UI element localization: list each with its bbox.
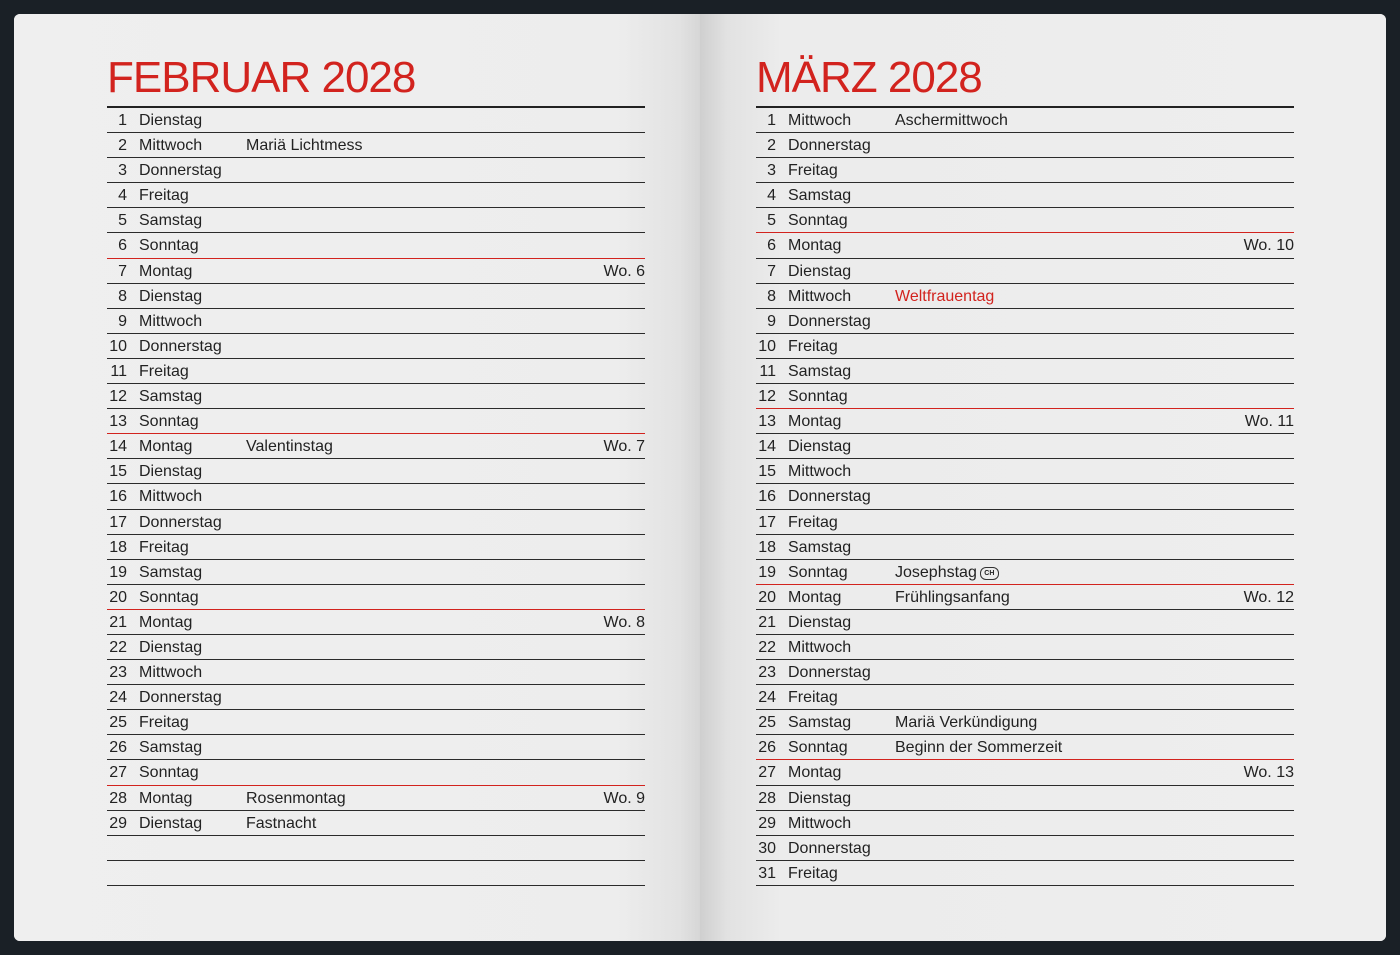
day-number: 29: [758, 814, 776, 832]
day-row: [756, 685, 1294, 710]
weekday-name: Sonntag: [788, 563, 848, 581]
weekday-name: Montag: [788, 588, 842, 606]
weekday-name: Sonntag: [139, 588, 199, 606]
day-row: [756, 384, 1294, 409]
weekday-name: Dienstag: [139, 638, 203, 656]
day-number: 10: [758, 337, 776, 355]
weekday-name: Donnerstag: [788, 137, 871, 155]
weekday-name: Samstag: [139, 563, 203, 581]
holiday-text: Rosenmontag: [246, 789, 346, 807]
day-table: [756, 106, 1294, 886]
day-row: [756, 259, 1294, 284]
holiday-label: [895, 560, 999, 586]
day-row: [107, 484, 645, 509]
day-number: 21: [109, 613, 127, 631]
day-row: [756, 560, 1294, 585]
day-row: [107, 685, 645, 710]
day-row: [107, 384, 645, 409]
day-row: [107, 760, 645, 785]
day-row: [756, 610, 1294, 635]
day-row: [107, 710, 645, 735]
day-row: [107, 183, 645, 208]
holiday-text: Valentinstag: [246, 438, 333, 456]
day-number: 12: [758, 388, 776, 406]
day-number: 22: [758, 638, 776, 656]
day-number: 27: [109, 764, 127, 782]
day-number: 6: [118, 237, 127, 255]
day-table: [107, 106, 645, 886]
holiday-label: [895, 710, 1037, 736]
day-number: 28: [758, 789, 776, 807]
weekday-name: Donnerstag: [139, 162, 222, 180]
day-number: 16: [109, 488, 127, 506]
day-row: [756, 359, 1294, 384]
day-number: 30: [758, 839, 776, 857]
day-number: 14: [758, 438, 776, 456]
weekday-name: Samstag: [788, 538, 852, 556]
day-row: [107, 811, 645, 836]
day-row: [107, 510, 645, 535]
page-march: [700, 14, 1386, 941]
day-number: 8: [118, 287, 127, 305]
day-row: [756, 660, 1294, 685]
weekday-name: Dienstag: [139, 463, 203, 481]
day-number: 15: [758, 463, 776, 481]
weekday-name: Montag: [788, 237, 842, 255]
weekday-name: Freitag: [788, 337, 838, 355]
day-number: 16: [758, 488, 776, 506]
weekday-name: Montag: [139, 262, 193, 280]
weekday-name: Samstag: [788, 187, 852, 205]
day-number: 20: [758, 588, 776, 606]
day-row: [756, 836, 1294, 861]
holiday-label: [246, 434, 333, 460]
day-row: [107, 585, 645, 610]
weekday-name: Dienstag: [139, 112, 203, 129]
weekday-name: Mittwoch: [788, 638, 852, 656]
weekday-name: Donnerstag: [139, 513, 222, 531]
weekday-name: Freitag: [788, 864, 838, 882]
day-number: 4: [767, 187, 776, 205]
weekday-name: Samstag: [139, 388, 203, 406]
weekday-name: Donnerstag: [788, 664, 871, 682]
day-number: 10: [109, 337, 127, 355]
weekday-name: Freitag: [139, 187, 189, 205]
day-number: 4: [118, 187, 127, 205]
day-row: [107, 334, 645, 359]
weekday-name: Sonntag: [788, 212, 848, 230]
day-row: [756, 786, 1294, 811]
day-number: 18: [109, 538, 127, 556]
weekday-name: Mittwoch: [139, 137, 203, 155]
day-row: [107, 208, 645, 233]
weekday-name: Sonntag: [139, 413, 199, 431]
day-row: [756, 108, 1294, 133]
day-row: [756, 183, 1294, 208]
day-number: 7: [767, 262, 776, 280]
day-number: 5: [767, 212, 776, 230]
weekday-name: Montag: [139, 789, 193, 807]
day-number: 20: [109, 588, 127, 606]
day-number: 9: [767, 312, 776, 330]
holiday-text: Mariä Lichtmess: [246, 137, 363, 155]
weekday-name: Freitag: [139, 538, 189, 556]
day-row: [756, 309, 1294, 334]
day-row: [107, 786, 645, 811]
day-number: 26: [109, 739, 127, 757]
weekday-name: Mittwoch: [139, 664, 203, 682]
day-number: 27: [758, 764, 776, 782]
weekday-name: Samstag: [788, 714, 852, 732]
day-number: 23: [109, 664, 127, 682]
weekday-name: Freitag: [139, 362, 189, 380]
holiday-label: [246, 786, 346, 812]
day-number: 1: [767, 112, 776, 129]
weekday-name: Mittwoch: [788, 112, 852, 129]
weekday-name: Sonntag: [139, 237, 199, 255]
day-number: 19: [758, 563, 776, 581]
day-row: [107, 259, 645, 284]
holiday-label: [895, 284, 994, 310]
day-number: 24: [758, 689, 776, 707]
day-number: 24: [109, 689, 127, 707]
day-row: [107, 309, 645, 334]
week-number: Wo. 10: [1243, 237, 1294, 255]
day-row: [756, 710, 1294, 735]
day-number: 21: [758, 613, 776, 631]
week-number: Wo. 11: [1244, 413, 1294, 431]
day-number: 29: [109, 814, 127, 832]
week-number: Wo. 13: [1243, 764, 1294, 782]
weekday-name: Samstag: [788, 362, 852, 380]
day-row: [107, 660, 645, 685]
day-row: [107, 836, 645, 861]
holiday-label: [895, 108, 1008, 134]
day-row: [107, 409, 645, 434]
weekday-name: Dienstag: [139, 287, 203, 305]
week-number: Wo. 12: [1243, 588, 1294, 606]
day-number: 12: [109, 388, 127, 406]
weekday-name: Dienstag: [139, 814, 203, 832]
day-row: [756, 861, 1294, 886]
weekday-name: Sonntag: [788, 739, 848, 757]
holiday-label: [246, 133, 362, 159]
weekday-name: Samstag: [139, 739, 203, 757]
day-row: [107, 535, 645, 560]
holiday-text: Josephstag: [895, 563, 977, 581]
week-number: Wo. 9: [603, 789, 645, 807]
holiday-label: [246, 811, 316, 837]
day-row: [756, 434, 1294, 459]
weekday-name: Freitag: [788, 162, 838, 180]
day-number: 17: [109, 513, 127, 531]
month-title: MÄRZ 2028: [756, 53, 982, 102]
holiday-text: Fastnacht: [246, 814, 317, 832]
weekday-name: Mittwoch: [788, 814, 852, 832]
weekday-name: Mittwoch: [139, 312, 203, 330]
day-number: 6: [767, 237, 776, 255]
day-number: 23: [758, 664, 776, 682]
day-row: [107, 459, 645, 484]
weekday-name: Sonntag: [139, 764, 199, 782]
day-row: [756, 459, 1294, 484]
week-number: Wo. 8: [603, 613, 645, 631]
holiday-text: Aschermittwoch: [895, 112, 1008, 129]
day-row: [756, 334, 1294, 359]
weekday-name: Donnerstag: [139, 689, 222, 707]
planner-spread: [14, 14, 1386, 941]
day-row: [756, 760, 1294, 785]
day-row: [107, 560, 645, 585]
weekday-name: Montag: [139, 613, 193, 631]
day-row: [107, 610, 645, 635]
weekday-name: Donnerstag: [788, 839, 871, 857]
holiday-text: Beginn der Sommerzeit: [895, 739, 1063, 757]
day-row: [756, 484, 1294, 509]
weekday-name: Dienstag: [788, 438, 852, 456]
day-number: 11: [759, 362, 776, 380]
weekday-name: Samstag: [139, 212, 203, 230]
weekday-name: Donnerstag: [788, 312, 871, 330]
day-row: [107, 635, 645, 660]
day-row: [756, 233, 1294, 258]
holiday-text: Mariä Verkündigung: [895, 714, 1038, 732]
day-number: 2: [767, 137, 776, 155]
weekday-name: Montag: [788, 764, 842, 782]
day-row: [107, 434, 645, 459]
day-number: 26: [758, 739, 776, 757]
weekday-name: Freitag: [788, 689, 838, 707]
day-row: [107, 735, 645, 760]
day-number: 7: [118, 262, 127, 280]
day-number: 15: [109, 463, 127, 481]
day-number: 25: [109, 714, 127, 732]
day-row: [756, 133, 1294, 158]
day-number: 28: [109, 789, 127, 807]
day-number: 13: [758, 413, 776, 431]
day-row: [756, 284, 1294, 309]
day-number: 17: [758, 513, 776, 531]
day-row: [107, 233, 645, 258]
day-number: 25: [758, 714, 776, 732]
month-title: FEBRUAR 2028: [107, 53, 416, 102]
day-number: 2: [118, 137, 127, 155]
weekday-name: Montag: [139, 438, 193, 456]
day-row: [756, 535, 1294, 560]
day-number: 31: [758, 864, 776, 882]
weekday-name: Mittwoch: [139, 488, 203, 506]
weekday-name: Mittwoch: [788, 287, 852, 305]
day-number: 14: [109, 438, 127, 456]
day-row: [107, 133, 645, 158]
day-number: 3: [118, 162, 127, 180]
holiday-text: Weltfrauentag: [895, 287, 995, 305]
weekday-name: Freitag: [139, 714, 189, 732]
holiday-text: Frühlingsanfang: [895, 588, 1010, 606]
week-number: Wo. 6: [603, 262, 645, 280]
ch-region-icon: CH: [980, 567, 999, 580]
day-number: 9: [118, 312, 127, 330]
day-number: 3: [767, 162, 776, 180]
weekday-name: Montag: [788, 413, 842, 431]
week-number: Wo. 7: [603, 438, 645, 456]
weekday-name: Donnerstag: [788, 488, 871, 506]
day-row: [756, 208, 1294, 233]
day-row: [756, 158, 1294, 183]
day-row: [756, 735, 1294, 760]
weekday-name: Dienstag: [788, 613, 852, 631]
day-number: 22: [109, 638, 127, 656]
weekday-name: Freitag: [788, 513, 838, 531]
day-row: [756, 585, 1294, 610]
holiday-label: [895, 585, 1010, 611]
weekday-name: Sonntag: [788, 388, 848, 406]
day-row: [756, 811, 1294, 836]
day-number: 19: [109, 563, 127, 581]
day-row: [107, 158, 645, 183]
day-row: [107, 284, 645, 309]
day-number: 11: [110, 362, 127, 380]
day-row: [107, 108, 645, 133]
weekday-name: Donnerstag: [139, 337, 222, 355]
holiday-label: [895, 735, 1062, 761]
weekday-name: Mittwoch: [788, 463, 852, 481]
weekday-name: Dienstag: [788, 789, 852, 807]
day-number: 18: [758, 538, 776, 556]
page-february: [14, 14, 700, 941]
day-number: 1: [118, 112, 127, 129]
day-number: 13: [109, 413, 127, 431]
day-row: [756, 510, 1294, 535]
day-number: 5: [118, 212, 127, 230]
day-row: [756, 409, 1294, 434]
weekday-name: Dienstag: [788, 262, 852, 280]
day-row: [107, 359, 645, 384]
day-row: [107, 861, 645, 886]
day-row: [756, 635, 1294, 660]
day-number: 8: [767, 287, 776, 305]
